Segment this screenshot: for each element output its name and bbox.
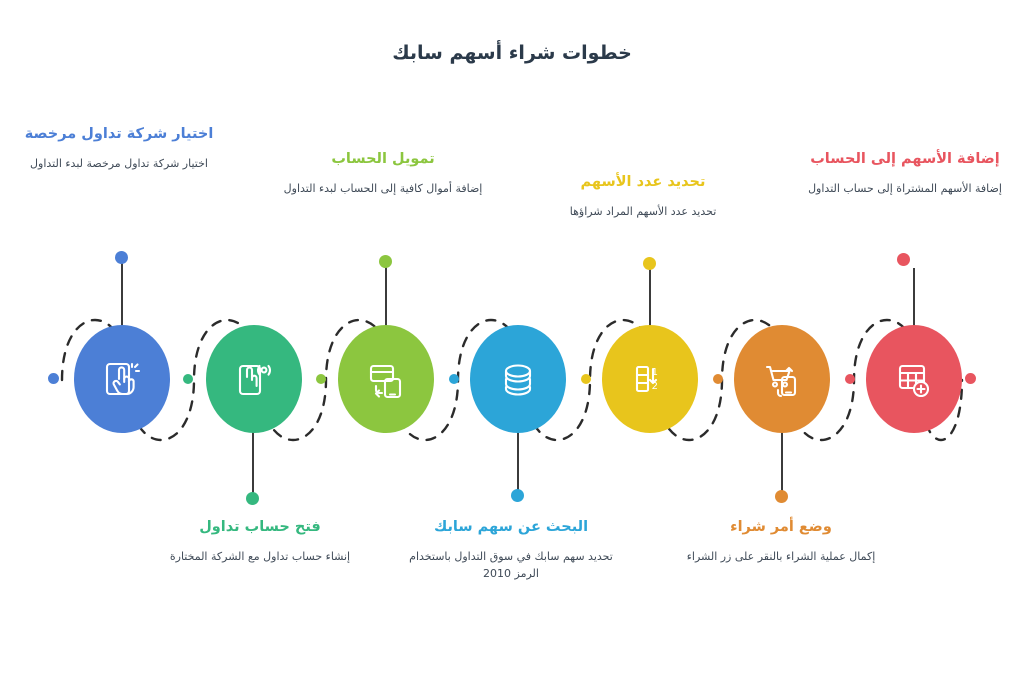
connector-dot-5 xyxy=(713,374,723,384)
node-step-3[interactable] xyxy=(338,325,434,433)
node-step-5[interactable] xyxy=(602,325,698,433)
connector-dot-4 xyxy=(581,374,591,384)
label-step-2 xyxy=(155,518,365,565)
stem-dot-step-1 xyxy=(115,251,128,264)
stem-dot-step-6 xyxy=(775,490,788,503)
stem-dot-step-7 xyxy=(897,253,910,266)
node-step-1[interactable] xyxy=(74,325,170,433)
quantity-counter-icon xyxy=(624,353,676,405)
portfolio-add-icon xyxy=(888,353,940,405)
label-step-6 xyxy=(676,518,886,565)
body-step-3: إضافة أموال كافية إلى الحساب لبدء التداول xyxy=(283,181,483,195)
heading-step-7: إضافة الأسهم إلى الحساب xyxy=(810,151,1000,167)
label-step-5 xyxy=(538,173,748,220)
stem-dot-step-3 xyxy=(379,255,392,268)
label-step-3 xyxy=(278,150,488,197)
body-step-6: إكمال عملية الشراء بالنقر على زر الشراء xyxy=(686,549,876,563)
body-step-5: تحديد عدد الأسهم المراد شراؤها xyxy=(569,204,717,218)
stem-step-5 xyxy=(649,268,651,330)
node-step-4[interactable] xyxy=(470,325,566,433)
stem-step-3 xyxy=(385,266,387,330)
stacked-layers-icon xyxy=(492,353,544,405)
page-title: خطوات شراء أسهم سابك xyxy=(392,42,632,64)
stem-step-7 xyxy=(913,268,915,330)
hand-tap-mobile-icon xyxy=(96,353,148,405)
svg-text:2: 2 xyxy=(651,381,658,392)
label-step-1 xyxy=(14,125,224,172)
heading-step-5: تحديد عدد الأسهم xyxy=(580,174,706,190)
stem-step-4 xyxy=(517,432,519,496)
heading-step-2: فتح حساب تداول xyxy=(199,519,321,535)
body-step-1: اختيار شركة تداول مرخصة لبدء التداول xyxy=(30,156,208,170)
svg-text:1: 1 xyxy=(651,367,658,378)
cart-mobile-icon xyxy=(756,353,808,405)
connector-dot-3 xyxy=(449,374,459,384)
connector-dot-1 xyxy=(183,374,193,384)
stem-step-6 xyxy=(781,432,783,494)
node-step-2[interactable] xyxy=(206,325,302,433)
body-step-7: إضافة الأسهم المشتراة إلى حساب التداول xyxy=(808,181,1002,195)
heading-step-6: وضع أمر شراء xyxy=(730,519,832,535)
connector-dot-2 xyxy=(316,374,326,384)
heading-step-3: تمويل الحساب xyxy=(331,151,435,167)
endpoint-dot-left xyxy=(48,373,59,384)
stem-dot-step-5 xyxy=(643,257,656,270)
label-step-7 xyxy=(800,150,1010,197)
heading-step-1: اختيار شركة تداول مرخصة xyxy=(24,126,214,142)
node-step-6[interactable] xyxy=(734,325,830,433)
stem-step-2 xyxy=(252,432,254,500)
connector-dot-6 xyxy=(845,374,855,384)
mobile-signal-icon xyxy=(228,353,280,405)
node-step-7[interactable] xyxy=(866,325,962,433)
body-step-2: إنشاء حساب تداول مع الشركة المختارة xyxy=(169,549,351,563)
label-step-4 xyxy=(406,518,616,583)
endpoint-dot-right xyxy=(965,373,976,384)
stem-step-1 xyxy=(121,262,123,330)
stem-dot-step-2 xyxy=(246,492,259,505)
card-transfer-icon xyxy=(360,353,412,405)
heading-step-4: البحث عن سهم سابك xyxy=(433,519,589,535)
body-step-4: تحديد سهم سابك في سوق التداول باستخدام الرمز 2010 xyxy=(409,549,613,581)
stem-dot-step-4 xyxy=(511,489,524,502)
